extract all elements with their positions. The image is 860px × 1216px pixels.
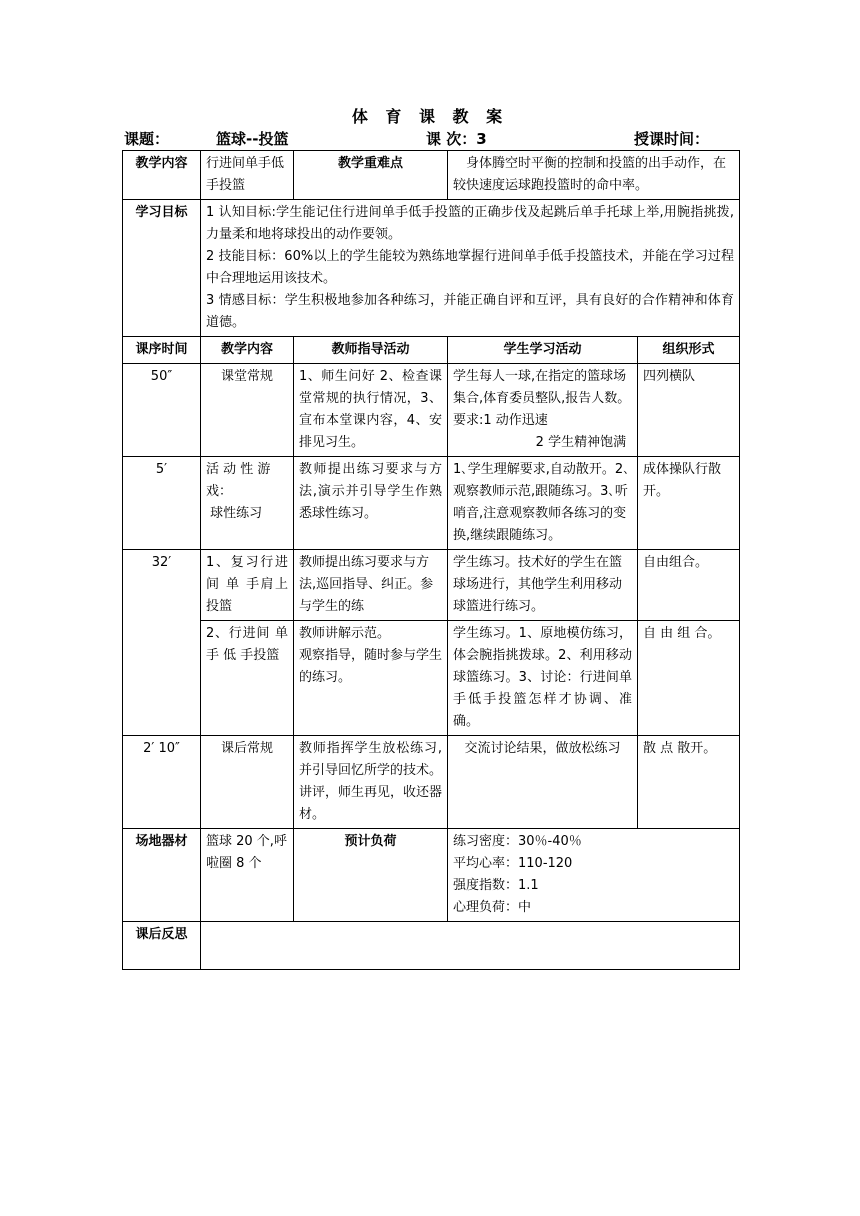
equipment-row (123, 829, 740, 922)
row-organization: 四列横队 (638, 364, 740, 457)
schedule-row-routine (123, 364, 740, 457)
key-points-value: 身体腾空时平衡的控制和投篮的出手动作，在较快速度运球跑投篮时的命中率。 (448, 151, 740, 200)
goals-label: 学习目标 (123, 200, 201, 337)
row-organization: 自 由 组 合。 (638, 621, 740, 736)
row-teacher-activity: 教师提出练习要求与方法,巡回指导、纠正。参与学生的练 (294, 550, 448, 621)
expected-load-list (448, 829, 740, 922)
row-teacher-activity: 教师讲解示范。 观察指导，随时参与学生的练习。 (294, 621, 448, 736)
row-organization: 自由组合。 (638, 550, 740, 621)
content-value: 行进间单手低手投篮 (201, 151, 294, 200)
session-number: 课 次：3 (426, 130, 487, 148)
topic-value: 篮球--投篮 (216, 130, 289, 148)
goal-affective: 3 情感目标：学生积极地参加各种练习，并能正确自评和互评，具有良好的合作精神和体育道德。 (206, 293, 735, 330)
expected-load-label: 预计负荷 (294, 829, 448, 922)
row-student-activity: 交流讨论结果，做放松练习 (448, 736, 638, 829)
goal-skill: 2 技能目标：60%以上的学生能较为熟练地掌握行进间单手低手投篮技术，并能在学习过程中合理地运用该技术。 (206, 249, 735, 286)
row-student-activity: 学生每人一球,在指定的篮球场集合,体育委员整队,报告人数。 要求:1 动作迅速 2 学生精神饱满 (448, 364, 638, 457)
header-content: 教学内容 (201, 337, 294, 364)
row-content: 活 动 性 游 戏： 球性练习 (201, 457, 294, 550)
reflection-value (201, 922, 740, 970)
lesson-plan-table (122, 150, 740, 970)
row-student-activity: 1､学生理解要求,自动散开。2､观察教师示范,跟随练习。3､听哨音,注意观察教师各练习的变换,继续跟随练习。 (448, 457, 638, 550)
row-time: 32′ (123, 550, 201, 736)
load-mental: 心理负荷：中 (453, 900, 532, 915)
content-label: 教学内容 (123, 151, 201, 200)
load-intensity: 强度指数：1.1 (453, 878, 539, 893)
goals-row (123, 200, 740, 337)
row-content: 1、复习行进 间 单 手肩上投篮 (201, 550, 294, 621)
row-teacher-activity: 教师提出练习要求与方法,演示并引导学生作熟悉球性练习。 (294, 457, 448, 550)
row-time: 2′ 10″ (123, 736, 201, 829)
key-points-label: 教学重难点 (294, 151, 448, 200)
header-student: 学生学习活动 (448, 337, 638, 364)
content-row (123, 151, 740, 200)
goals-list (201, 200, 740, 337)
row-organization: 散 点 散开。 (638, 736, 740, 829)
row-organization: 成体操队行散开。 (638, 457, 740, 550)
header-time: 课序时间 (123, 337, 201, 364)
schedule-row-warmup (123, 457, 740, 550)
row-time: 50″ (123, 364, 201, 457)
header-organization: 组织形式 (638, 337, 740, 364)
header-teacher: 教师指导活动 (294, 337, 448, 364)
reflection-label: 课后反思 (123, 922, 201, 970)
load-density: 练习密度：30％-40％ (453, 834, 582, 849)
schedule-row-review (123, 550, 740, 621)
load-heart-rate: 平均心率：110-120 (453, 856, 573, 871)
schedule-row-new-skill (123, 621, 740, 736)
page-title: 体 育 课 教 案 (351, 107, 509, 126)
schedule-row-closing (123, 736, 740, 829)
row-content: 2、行进间 单 手 低 手投篮 (201, 621, 294, 736)
row-time: 5′ (123, 457, 201, 550)
equipment-label: 场地器材 (123, 829, 201, 922)
row-student-activity: 学生练习。1、原地模仿练习，体会腕指挑拨球。2、利用移动球篮练习。3、讨论：行进间单手低手投篮怎样才协调、准确。 (448, 621, 638, 736)
row-content: 课堂常规 (201, 364, 294, 457)
equipment-value: 篮球 20 个,呼啦圈 8 个 (201, 829, 294, 922)
topic-label: 课题： (124, 130, 170, 148)
class-time-label: 授课时间： (634, 130, 710, 148)
row-teacher-activity: 教师指挥学生放松练习,并引导回忆所学的技术。讲评，师生再见，收还器材。 (294, 736, 448, 829)
row-teacher-activity: 1、师生问好 2、检查课堂常规的执行情况，3、宣布本堂课内容，4、安排见习生。 (294, 364, 448, 457)
lesson-meta (124, 128, 744, 150)
schedule-header-row (123, 337, 740, 364)
reflection-row (123, 922, 740, 970)
row-content: 课后常规 (201, 736, 294, 829)
goal-cognitive: 1 认知目标:学生能记住行进间单手低手投篮的正确步伐及起跳后单手托球上举,用腕指挑拨,力量柔和地将球投出的动作要领。 (206, 205, 735, 242)
row-student-activity: 学生练习。技术好的学生在篮球场进行，其他学生利用移动球篮进行练习。 (448, 550, 638, 621)
